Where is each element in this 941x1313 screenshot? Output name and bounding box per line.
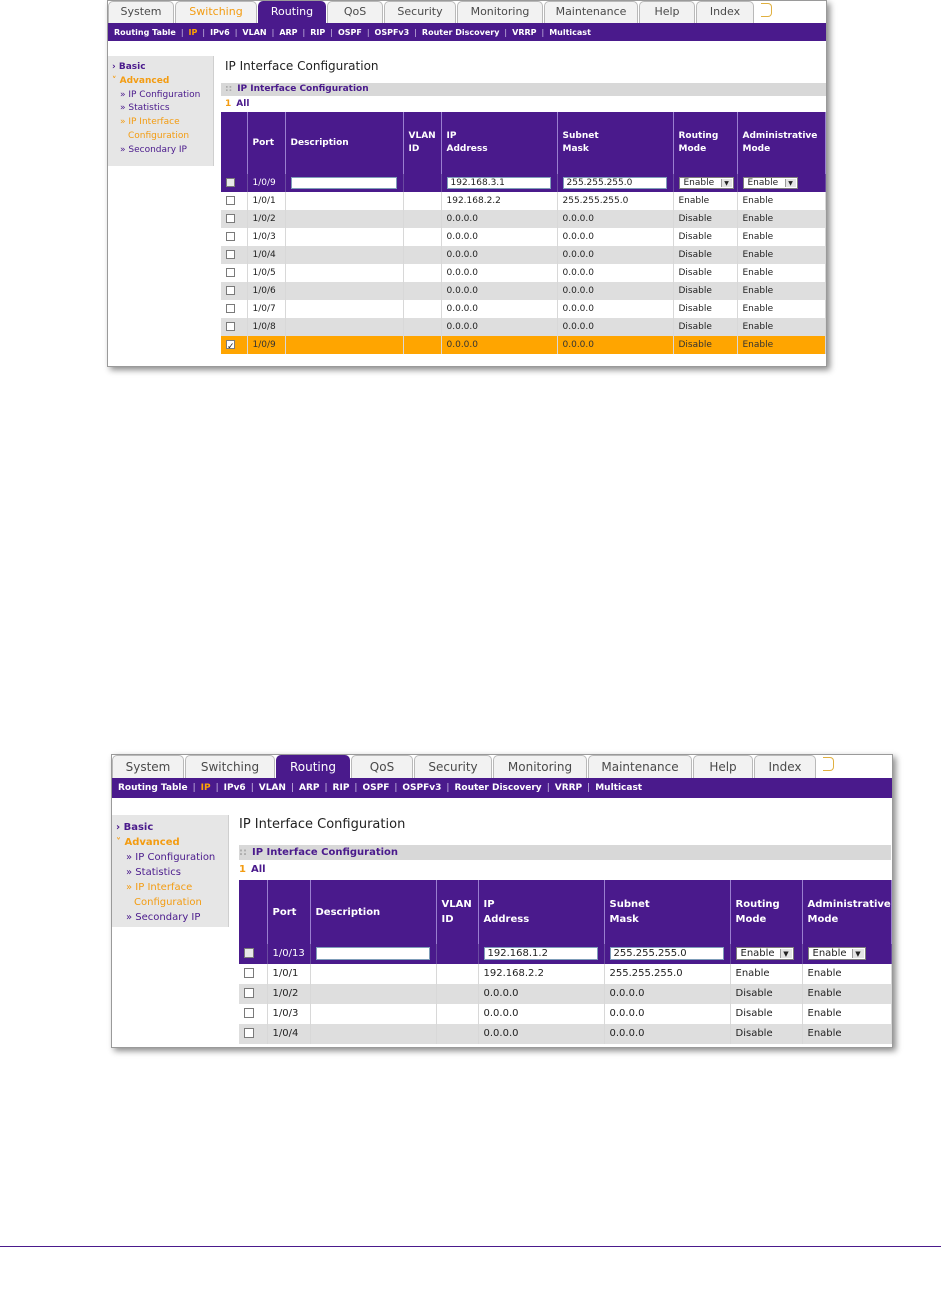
subnet-mask-cell: 0.0.0.0 [557,246,673,264]
ip-address-cell: 0.0.0.0 [441,264,557,282]
vlan-id-cell [403,264,441,282]
ip-address-cell: 192.168.2.2 [441,192,557,210]
tab-monitoring[interactable]: Monitoring [493,755,587,778]
table-row[interactable] [239,1024,891,1044]
port-cell: 1/0/2 [247,210,285,228]
tab-security[interactable]: Security [384,1,456,23]
ip-address-cell: 0.0.0.0 [441,318,557,336]
subnav-rip[interactable]: RIP [332,783,350,793]
row-checkbox[interactable] [226,340,235,349]
main-content [225,56,825,354]
subnet-mask-input[interactable]: 255.255.255.0 [563,177,667,189]
table-row[interactable] [221,228,825,246]
tab-security[interactable]: Security [414,755,492,778]
subnet-mask-cell: 0.0.0.0 [604,1024,730,1044]
tab-index[interactable]: Index [754,755,816,778]
vlan-id-cell [403,210,441,228]
row-checkbox[interactable] [226,250,235,259]
sidebar-item-ip-configuration[interactable]: » IP Configuration [126,852,216,863]
routing-mode-cell: Disable [730,1004,802,1024]
ip-address-cell: 0.0.0.0 [441,210,557,228]
page-footer-rule [0,1246,941,1247]
edit-port: 1/0/13 [267,944,310,964]
subnet-mask-cell: 0.0.0.0 [557,282,673,300]
description-cell [310,1004,436,1024]
tab-maintenance[interactable]: Maintenance [544,1,638,23]
screenshot-2 [111,754,893,1048]
ip-address-input[interactable]: 192.168.1.2 [484,947,598,960]
routing-mode-cell: Disable [673,246,737,264]
subnav-vlan[interactable]: VLAN [242,27,267,37]
subnav-arp[interactable]: ARP [279,27,298,37]
sidebar-item-ip-interface[interactable]: » IP Interface [120,117,180,128]
screenshot-1 [107,0,827,367]
vlan-id-cell [436,1024,478,1044]
main-tabs [112,755,892,778]
subnav-ipv6[interactable]: IPv6 [223,783,246,793]
vlan-id-cell [403,300,441,318]
header-admin-mode: Administrative Mode [802,880,891,944]
sidebar-item-statistics[interactable]: » Statistics [120,103,170,114]
tab-qos[interactable]: QoS [351,755,413,778]
port-cell: 1/0/4 [247,246,285,264]
row-checkbox[interactable] [244,968,254,978]
port-cell: 1/0/7 [247,300,285,318]
routing-mode-cell: Disable [673,210,737,228]
header-ip-address: IP Address [478,880,604,944]
ip-interface-table [221,112,826,354]
description-cell [310,1024,436,1044]
sidebar-item-ip-configuration[interactable]: » IP Configuration [120,89,201,100]
routing-mode-cell: Disable [673,336,737,354]
ip-address-cell: 0.0.0.0 [478,984,604,1004]
routing-mode-select[interactable]: Enable ▼ [679,177,734,189]
vlan-id-cell [436,1004,478,1024]
description-cell [285,336,403,354]
edit-port: 1/0/9 [247,174,285,192]
sidebar-item-ip-interface-cont[interactable]: Configuration [128,130,190,141]
dropdown-arrow-icon: ▼ [852,949,864,958]
tab-routing[interactable]: Routing [258,1,326,23]
tab-monitoring[interactable]: Monitoring [457,1,543,23]
checkbox-cell [239,964,267,984]
subnav-router-discovery[interactable]: Router Discovery [454,783,542,793]
port-cell: 1/0/5 [247,264,285,282]
sub-navigation: Routing Table | IP | IPv6 | VLAN | ARP | RIP | OSPF | OSPFv3 | Router Discovery | VRRP | Multicast [108,23,826,41]
subnav-ospfv3[interactable]: OSPFv3 [374,27,410,37]
subnav-ip[interactable]: IP [188,27,198,37]
edit-vlan [436,944,478,964]
ip-address-cell: 0.0.0.0 [441,336,557,354]
all-filter[interactable]: 1 All [239,864,266,875]
chevron-right-icon: › [112,62,116,72]
sidebar-basic[interactable]: › Basic [112,62,146,72]
checkbox-cell [239,1004,267,1024]
ip-address-cell: 0.0.0.0 [441,246,557,264]
header-select [221,112,247,174]
subnet-mask-cell: 0.0.0.0 [557,318,673,336]
checkbox-cell [221,282,247,300]
ip-address-cell: 0.0.0.0 [478,1004,604,1024]
routing-mode-cell: Disable [673,300,737,318]
admin-mode-cell: Enable [737,300,825,318]
table-row[interactable] [221,246,825,264]
vlan-id-cell [436,984,478,1004]
subnav-routing-table[interactable]: Routing Table [118,783,188,793]
subnav-multicast[interactable]: Multicast [549,27,591,37]
checkbox-cell [239,984,267,1004]
ip-address-cell: 192.168.2.2 [478,964,604,984]
select-all-checkbox[interactable] [244,948,254,958]
dropdown-arrow-icon: ▼ [780,949,792,958]
row-checkbox[interactable] [244,1008,254,1018]
subnav-ospfv3[interactable]: OSPFv3 [402,783,442,793]
port-cell: 1/0/3 [267,1004,310,1024]
tab-qos[interactable]: QoS [327,1,383,23]
table-row[interactable] [221,210,825,228]
header-select [239,880,267,944]
row-checkbox[interactable] [226,286,235,295]
vlan-id-cell [403,192,441,210]
row-checkbox[interactable] [226,214,235,223]
sidebar [112,815,229,927]
subnet-mask-cell: 0.0.0.0 [557,264,673,282]
description-cell [285,228,403,246]
checkbox-cell [221,210,247,228]
port-cell: 1/0/1 [247,192,285,210]
description-cell [285,210,403,228]
header-ip-address: IP Address [441,112,557,174]
tab-index[interactable]: Index [696,1,754,23]
subnet-mask-cell: 0.0.0.0 [557,210,673,228]
admin-mode-cell: Enable [737,228,825,246]
admin-mode-cell: Enable [737,336,825,354]
admin-mode-cell: Enable [802,964,891,984]
vlan-id-cell [403,246,441,264]
table-row[interactable] [239,984,891,1004]
sidebar-advanced[interactable]: ˅ Advanced [112,75,170,86]
dropdown-arrow-icon: ▼ [721,179,732,187]
description-cell [285,300,403,318]
tab-system[interactable]: System [108,1,174,23]
port-cell: 1/0/8 [247,318,285,336]
subnav-routing-table[interactable]: Routing Table [114,27,176,37]
header-routing-mode: Routing Mode [673,112,737,174]
header-subnet-mask: Subnet Mask [604,880,730,944]
table-row[interactable] [221,318,825,336]
checkbox-cell [239,1024,267,1044]
sidebar-item-secondary-ip[interactable]: » Secondary IP [120,144,187,155]
header-description: Description [310,880,436,944]
admin-mode-cell: Enable [802,1024,891,1044]
admin-mode-cell: Enable [802,1004,891,1024]
table-row[interactable] [221,300,825,318]
page-title: IP Interface Configuration [225,59,379,73]
admin-mode-cell: Enable [802,984,891,1004]
port-cell: 1/0/1 [267,964,310,984]
tab-switching[interactable]: Switching [185,755,275,778]
subnet-mask-cell: 0.0.0.0 [557,228,673,246]
description-cell [285,264,403,282]
logout-corner[interactable] [761,3,772,17]
table-row[interactable] [239,1004,891,1024]
checkbox-cell [221,192,247,210]
routing-mode-cell: Disable [673,318,737,336]
header-subnet-mask: Subnet Mask [557,112,673,174]
all-filter[interactable]: 1 All [225,99,250,109]
subnav-arp[interactable]: ARP [299,783,320,793]
port-cell: 1/0/9 [247,336,285,354]
vlan-id-cell [403,282,441,300]
chevron-right-icon: › [116,822,121,833]
section-header: :: IP Interface Configuration [221,83,827,96]
routing-mode-cell: Enable [673,192,737,210]
subnet-mask-cell: 0.0.0.0 [604,984,730,1004]
ip-address-cell: 0.0.0.0 [441,228,557,246]
admin-mode-select[interactable]: Enable ▼ [743,177,798,189]
port-cell: 1/0/6 [247,282,285,300]
page-title: IP Interface Configuration [239,817,406,832]
subnav-ospf[interactable]: OSPF [337,27,362,37]
row-checkbox[interactable] [244,1028,254,1038]
checkbox-cell [221,300,247,318]
tab-maintenance[interactable]: Maintenance [588,755,692,778]
edit-row [239,944,891,964]
header-vlan-id: VLAN ID [436,880,478,944]
row-checkbox[interactable] [226,268,235,277]
vlan-id-cell [436,964,478,984]
checkbox-cell [221,264,247,282]
port-cell: 1/0/2 [267,984,310,1004]
chevron-down-icon: ˅ [112,75,117,86]
subnav-ipv6[interactable]: IPv6 [210,27,230,37]
description-cell [285,282,403,300]
description-cell [285,246,403,264]
ip-interface-table [239,880,892,1044]
checkbox-cell [221,246,247,264]
subnav-router-discovery[interactable]: Router Discovery [421,27,500,37]
subnav-vrrp[interactable]: VRRP [512,27,537,37]
routing-mode-cell: Enable [730,964,802,984]
header-admin-mode: Administrative Mode [737,112,825,174]
description-cell [310,964,436,984]
row-checkbox[interactable] [226,322,235,331]
routing-mode-cell: Disable [730,984,802,1004]
header-port: Port [247,112,285,174]
ip-address-input[interactable]: 192.168.3.1 [447,177,551,189]
table-row[interactable] [239,964,891,984]
subnet-mask-cell: 0.0.0.0 [557,336,673,354]
sidebar-item-secondary-ip[interactable]: » Secondary IP [126,912,201,923]
sidebar-item-statistics[interactable]: » Statistics [126,867,182,878]
routing-mode-cell: Disable [730,1024,802,1044]
admin-mode-cell: Enable [737,318,825,336]
description-input[interactable] [291,177,397,189]
tab-switching[interactable]: Switching [175,1,257,23]
tab-system[interactable]: System [112,755,184,778]
description-input[interactable] [316,947,430,960]
tab-help[interactable]: Help [639,1,695,23]
sidebar-basic[interactable]: › Basic [116,822,154,833]
subnet-mask-cell: 255.255.255.0 [604,964,730,984]
subnet-mask-input[interactable]: 255.255.255.0 [610,947,724,960]
admin-mode-cell: Enable [737,210,825,228]
table-row[interactable] [221,192,825,210]
vlan-id-cell [403,336,441,354]
row-checkbox[interactable] [226,304,235,313]
port-cell: 1/0/4 [267,1024,310,1044]
dropdown-arrow-icon: ▼ [785,179,796,187]
header-routing-mode: Routing Mode [730,880,802,944]
table-row[interactable] [221,264,825,282]
chevron-down-icon: ˅ [116,837,121,848]
ip-address-cell: 0.0.0.0 [478,1024,604,1044]
admin-mode-select[interactable]: Enable ▼ [808,947,866,960]
routing-mode-cell: Disable [673,228,737,246]
checkbox-cell [221,318,247,336]
vlan-id-cell [403,228,441,246]
select-all-checkbox[interactable] [226,178,235,187]
routing-mode-cell: Disable [673,282,737,300]
tab-help[interactable]: Help [693,755,753,778]
admin-mode-cell: Enable [737,282,825,300]
sidebar-item-ip-interface-cont[interactable]: Configuration [134,897,202,908]
row-checkbox[interactable] [226,196,235,205]
table-row[interactable] [221,336,825,354]
subnav-ip[interactable]: IP [200,783,211,793]
admin-mode-cell: Enable [737,192,825,210]
description-cell [285,192,403,210]
description-cell [285,318,403,336]
subnet-mask-cell: 0.0.0.0 [604,1004,730,1024]
checkbox-cell [221,228,247,246]
main-content [239,815,891,1044]
sub-navigation: Routing Table | IP | IPv6 | VLAN | ARP | RIP | OSPF | OSPFv3 | Router Discovery | VRRP | Multicast [112,778,892,798]
logout-corner[interactable] [823,757,834,771]
edit-row [221,174,825,192]
description-cell [310,984,436,1004]
row-checkbox[interactable] [244,988,254,998]
admin-mode-cell: Enable [737,246,825,264]
header-port: Port [267,880,310,944]
row-checkbox[interactable] [226,232,235,241]
ip-address-cell: 0.0.0.0 [441,300,557,318]
sidebar-advanced[interactable]: ˅ Advanced [116,837,180,848]
subnav-vlan[interactable]: VLAN [258,783,286,793]
subnav-ospf[interactable]: OSPF [362,783,390,793]
port-cell: 1/0/3 [247,228,285,246]
main-tabs [108,1,826,23]
ip-address-cell: 0.0.0.0 [441,282,557,300]
sidebar-item-ip-interface[interactable]: » IP Interface [126,882,193,893]
tab-routing[interactable]: Routing [276,755,350,778]
subnav-rip[interactable]: RIP [310,27,326,37]
edit-vlan [403,174,441,192]
subnet-mask-cell: 0.0.0.0 [557,300,673,318]
routing-mode-cell: Disable [673,264,737,282]
vlan-id-cell [403,318,441,336]
header-description: Description [285,112,403,174]
subnet-mask-cell: 255.255.255.0 [557,192,673,210]
section-header: :: IP Interface Configuration [239,845,891,860]
checkbox-cell [221,336,247,354]
subnav-multicast[interactable]: Multicast [595,783,643,793]
header-vlan-id: VLAN ID [403,112,441,174]
admin-mode-cell: Enable [737,264,825,282]
sidebar [108,56,214,166]
subnav-vrrp[interactable]: VRRP [554,783,583,793]
table-row[interactable] [221,282,825,300]
routing-mode-select[interactable]: Enable ▼ [736,947,794,960]
